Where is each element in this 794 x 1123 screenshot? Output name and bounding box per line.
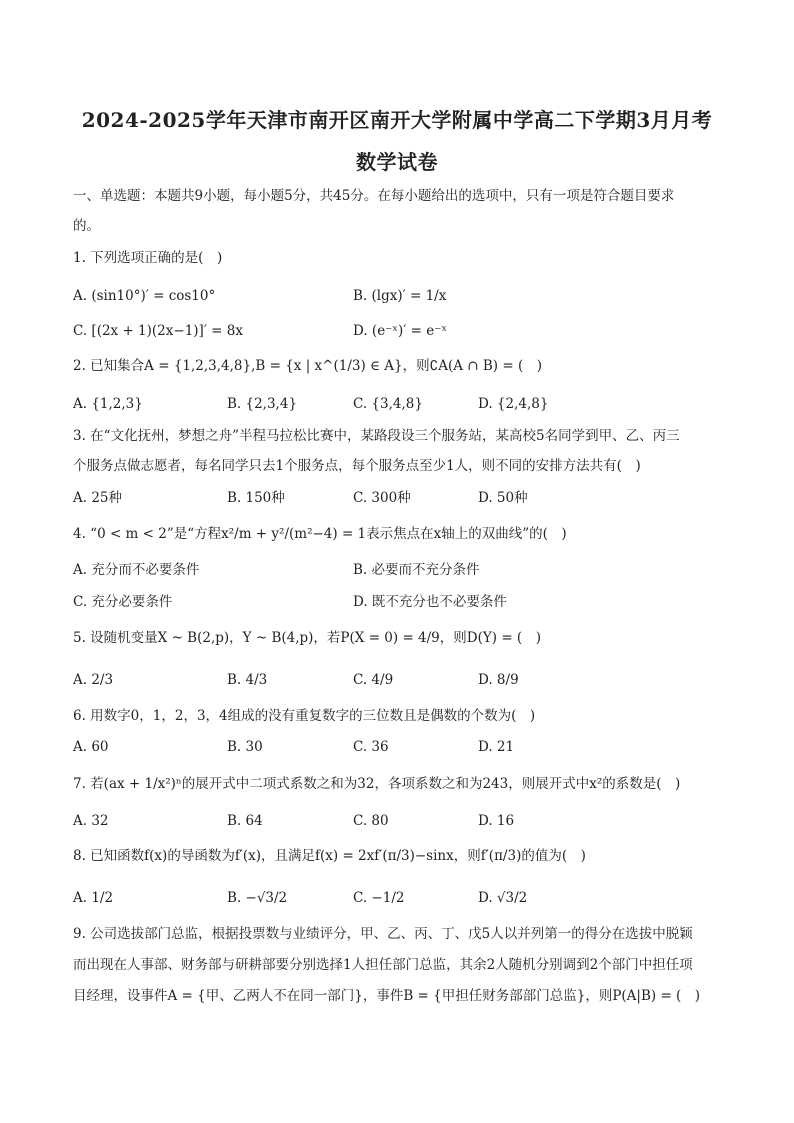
question-6-option-d: D. 21 [478, 739, 515, 755]
question-4-option-c: C. 充分必要条件 [73, 594, 173, 610]
question-6-option-a: A. 60 [73, 739, 109, 755]
question-8-option-d: D. √3/2 [478, 890, 528, 906]
question-5-option-b: B. 4/3 [227, 672, 268, 688]
section-intro-line-1: 一、单选题：本题共9小题，每小题5分，共45分。在每小题给出的选项中，只有一项是符合题目要求 [73, 188, 675, 204]
question-3-stem-line-2: 个服务点做志愿者，每名同学只去1个服务点，每个服务点至少1人，则不同的安排方法共有( ) [73, 458, 641, 474]
question-4-option-b: B. 必要而不充分条件 [353, 562, 480, 578]
question-8-stem: 8. 已知函数f(x)的导函数为f′(x)，且满足f(x) = 2xf′(π/3)−sinx，则f′(π/3)的值为( ) [73, 848, 586, 864]
question-4-stem: 4. “0 < m < 2”是“方程x²/m + y²/(m²−4) = 1表示焦点在x轴上的双曲线”的( ) [73, 526, 567, 542]
question-1-option-a: A. (sin10°)′ = cos10° [73, 288, 216, 304]
question-9-stem-line-2: 而出现在人事部、财务部与研耕部要分别选择1人担任部门总监，其余2人随机分别调到2个部门中担任项 [73, 957, 693, 973]
question-7-stem: 7. 若(ax + 1/x²)ⁿ的展开式中二项式系数之和为32，各项系数之和为243，则展开式中x²的系数是( ) [73, 776, 681, 792]
exam-title: 2024-2025学年天津市南开区南开大学附属中学高二下学期3月月考 [81, 108, 713, 132]
question-3-option-c: C. 300种 [353, 490, 411, 506]
question-5-option-a: A. 2/3 [73, 672, 114, 688]
question-2-option-d: D. {2,4,8} [478, 396, 549, 412]
question-6-option-c: C. 36 [353, 739, 389, 755]
question-9-stem-line-3: 目经理，设事件A = {甲、乙两人不在同一部门}，事件B = {甲担任财务部部门总监}，则P(A|B) = ( ) [73, 988, 701, 1004]
question-5-option-c: C. 4/9 [353, 672, 394, 688]
question-1-option-c: C. [(2x + 1)(2x−1)]′ = 8x [73, 323, 243, 339]
question-3-option-b: B. 150种 [227, 490, 285, 506]
question-7-option-a: A. 32 [73, 813, 109, 829]
question-3-option-a: A. 25种 [73, 490, 123, 506]
section-intro-line-2: 的。 [73, 218, 100, 234]
question-6-stem: 6. 用数字0，1，2，3，4组成的没有重复数字的三位数且是偶数的个数为( ) [73, 708, 536, 724]
question-1-option-b: B. (lgx)′ = 1/x [353, 288, 447, 304]
question-2-stem: 2. 已知集合A = {1,2,3,4,8},B = {x | x^(1/3) ∈ A}，则∁A(A ∩ B) = ( ) [73, 358, 543, 374]
question-4-option-d: D. 既不充分也不必要条件 [353, 594, 507, 610]
question-2-option-b: B. {2,3,4} [227, 396, 298, 412]
question-2-option-a: A. {1,2,3} [73, 396, 143, 412]
question-3-option-d: D. 50种 [478, 490, 528, 506]
question-7-option-b: B. 64 [227, 813, 263, 829]
question-5-option-d: D. 8/9 [478, 672, 519, 688]
question-1-option-d: D. (e⁻ˣ)′ = e⁻ˣ [353, 323, 448, 339]
question-5-stem: 5. 设随机变量X ~ B(2,p)，Y ~ B(4,p)，若P(X = 0) = 4/9，则D(Y) = ( ) [73, 630, 541, 646]
question-9-stem-line-1: 9. 公司选拔部门总监，根据投票数与业绩评分，甲、乙、丙、丁、戊5人以并列第一的得分在选拔中脱颖 [73, 926, 693, 942]
question-2-option-c: C. {3,4,8} [353, 396, 423, 412]
question-6-option-b: B. 30 [227, 739, 263, 755]
exam-subtitle: 数学试卷 [356, 150, 438, 174]
question-7-option-d: D. 16 [478, 813, 515, 829]
question-4-option-a: A. 充分而不必要条件 [73, 562, 200, 578]
question-1-stem: 1. 下列选项正确的是( ) [73, 250, 223, 266]
question-8-option-c: C. −1/2 [353, 890, 405, 906]
question-8-option-a: A. 1/2 [73, 890, 114, 906]
question-3-stem-line-1: 3. 在“文化抚州，梦想之舟”半程马拉松比赛中，某路段设三个服务站，某高校5名同学到甲、乙、丙三 [73, 428, 680, 444]
question-8-option-b: B. −√3/2 [227, 890, 288, 906]
question-7-option-c: C. 80 [353, 813, 389, 829]
